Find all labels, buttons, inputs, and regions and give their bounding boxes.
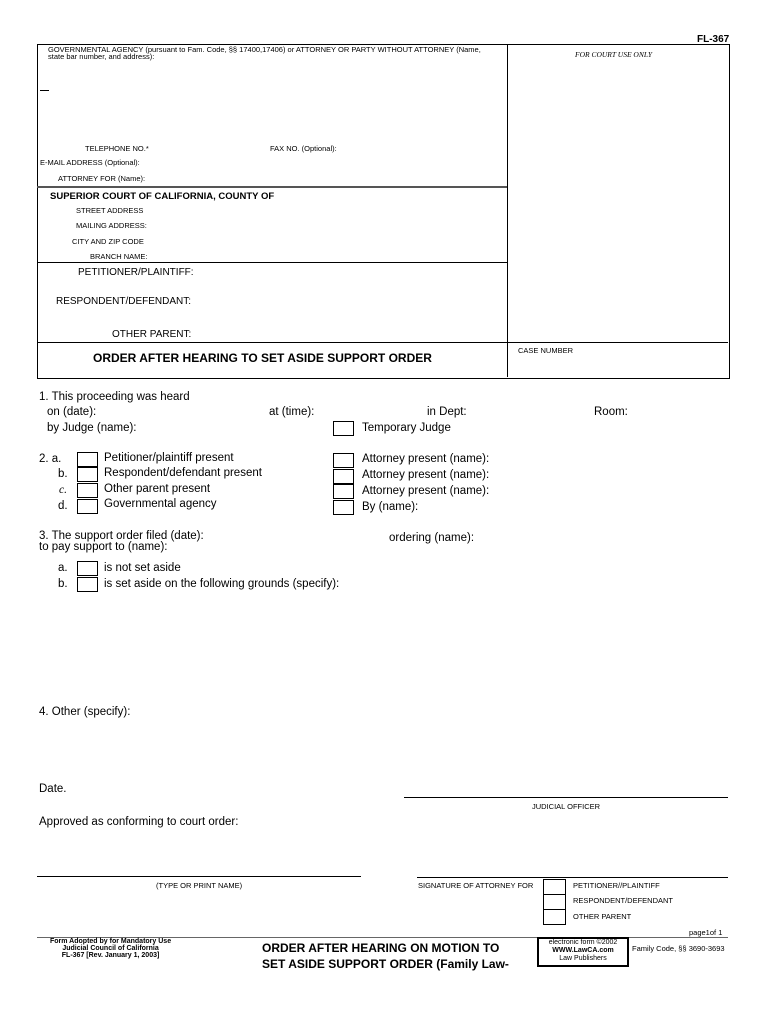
court-label: SUPERIOR COURT OF CALIFORNIA, COUNTY OF (50, 191, 275, 202)
pay-to-label: to pay support to (name): (39, 541, 168, 553)
petitioner-label: PETITIONER/PLAINTIFF: (78, 267, 194, 278)
respondent-present-checkbox[interactable] (77, 467, 98, 482)
not-set-aside-checkbox[interactable] (77, 561, 98, 576)
temporary-judge-label: Temporary Judge (362, 422, 451, 434)
sig-other-parent-label: OTHER PARENT (573, 912, 632, 921)
respondent-label: RESPONDENT/DEFENDANT: (56, 296, 192, 307)
footer-title: ORDER AFTER HEARING ON MOTION TO SET ASIDE SUPPORT ORDER (Family Law- (262, 941, 509, 971)
set-aside-label: is set aside on the following grounds (specify): (104, 578, 340, 590)
signature-attorney-label: SIGNATURE OF ATTORNEY FOR (418, 881, 534, 890)
judicial-officer-label: JUDICIAL OFFICER (532, 802, 601, 811)
date-label: Date. (39, 783, 67, 795)
attorney-2-label: Attorney present (name): (362, 469, 490, 481)
agency-label: GOVERNMENTAL AGENCY (pursuant to Fam. Code, §§ 17400,17406) or ATTORNEY OR PARTY WITHOUT ATTORNEY (Name, state bar number, and address): (48, 45, 481, 61)
temporary-judge-checkbox[interactable] (333, 421, 354, 436)
item-3b-label: b. (58, 578, 68, 590)
court-use-label: FOR COURT USE ONLY (575, 50, 653, 59)
other-parent-present-checkbox[interactable] (77, 483, 98, 498)
by-name-checkbox[interactable] (333, 500, 354, 515)
sig-other-parent-checkbox[interactable] (543, 909, 566, 925)
attorney-1-checkbox[interactable] (333, 453, 354, 468)
sig-respondent-label: RESPONDENT/DEFENDANT (573, 896, 674, 905)
publisher-box: electronic form ©2002 WWW.LawCA.com Law Publishers (537, 937, 629, 967)
room-label: Room: (594, 406, 628, 418)
item-2a-label: 2. a. (39, 453, 62, 465)
item-2b-label: b. (58, 468, 68, 480)
city-label: CITY AND ZIP CODE (72, 237, 144, 246)
branch-label: BRANCH NAME: (90, 252, 148, 261)
form-title: ORDER AFTER HEARING TO SET ASIDE SUPPORT ORDER (93, 351, 432, 365)
ordering-label: ordering (name): (389, 532, 475, 544)
street-label: STREET ADDRESS (76, 206, 144, 214)
respondent-present-label: Respondent/defendant present (104, 467, 262, 479)
form-id: FL-367 (697, 34, 730, 45)
governmental-agency-label: Governmental agency (104, 498, 217, 510)
dept-label: in Dept: (427, 406, 467, 418)
attorney-for-label: ATTORNEY FOR (Name): (58, 174, 146, 183)
attorney-3-label: Attorney present (name): (362, 485, 490, 497)
type-name-label: (TYPE OR PRINT NAME) (156, 881, 243, 890)
item-3a-label: a. (58, 562, 68, 574)
section-4-label: 4. Other (specify): (39, 706, 131, 718)
sig-petitioner-checkbox[interactable] (543, 879, 566, 895)
not-set-aside-label: is not set aside (104, 562, 181, 574)
approved-label: Approved as conforming to court order: (39, 816, 239, 828)
case-number-label: CASE NUMBER (518, 346, 574, 355)
sig-petitioner-label: PETITIONER//PLAINTIFF (573, 881, 660, 890)
section-3-label: 3. The support order filed (date): (39, 530, 204, 542)
petitioner-present-checkbox[interactable] (77, 452, 98, 467)
mailing-label: MAILING ADDRESS: (76, 221, 147, 230)
item-2d-label: d. (58, 500, 68, 512)
other-parent-label: OTHER PARENT: (112, 329, 192, 340)
fax-label: FAX NO. (Optional): (270, 144, 337, 153)
telephone-label: TELEPHONE NO.* (85, 144, 149, 153)
set-aside-checkbox[interactable] (77, 577, 98, 592)
attorney-3-checkbox[interactable] (333, 484, 354, 499)
other-parent-present-label: Other parent present (104, 483, 211, 495)
email-label: E-MAIL ADDRESS (Optional): (40, 158, 140, 167)
by-name-label: By (name): (362, 501, 419, 513)
page-number: page1of 1 (689, 928, 723, 937)
sig-respondent-checkbox[interactable] (543, 894, 566, 910)
judge-label: by Judge (name): (47, 422, 137, 434)
adopted-note: Form Adopted by for Mandatory Use Judicial Council of California FL-367 [Rev. January 1, 2003] (50, 938, 172, 959)
attorney-1-label: Attorney present (name): (362, 453, 490, 465)
item-2c-label: c. (59, 484, 67, 496)
code-citation: Family Code, §§ 3690-3693 (632, 944, 725, 953)
hearing-time-label: at (time): (269, 406, 315, 418)
attorney-2-checkbox[interactable] (333, 469, 354, 484)
governmental-agency-checkbox[interactable] (77, 499, 98, 514)
section-1-label: 1. This proceeding was heard (39, 391, 190, 403)
petitioner-present-label: Petitioner/plaintiff present (104, 452, 234, 464)
hearing-date-label: on (date): (47, 406, 97, 418)
